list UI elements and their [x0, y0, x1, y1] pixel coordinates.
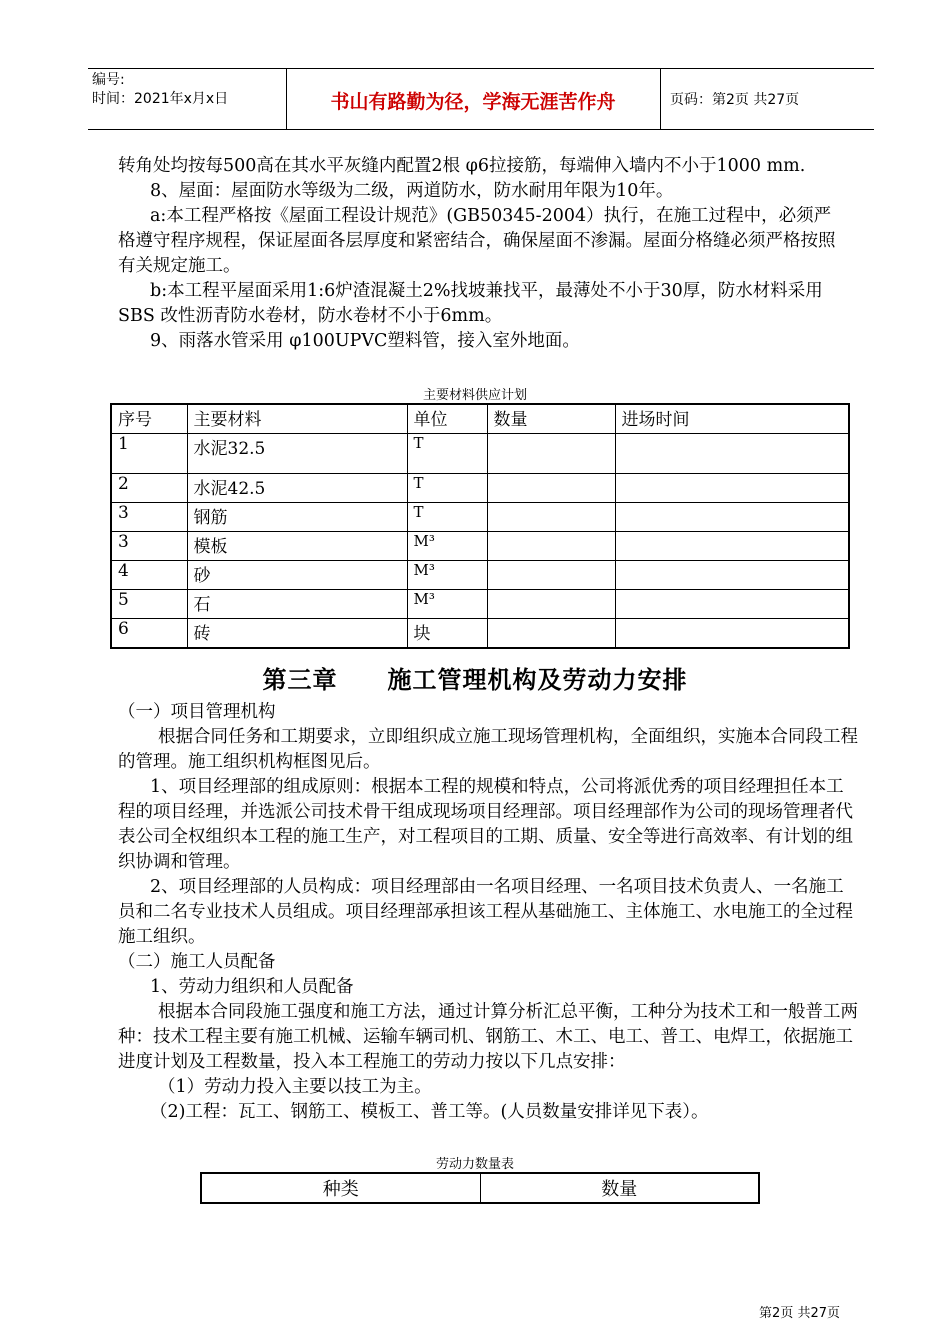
header-cell: 单位 [407, 404, 487, 434]
cell: 模板 [187, 532, 407, 561]
labor-table [200, 1172, 760, 1204]
paragraph: （1）劳动力投入主要以技工为主。 [158, 1077, 432, 1097]
doc-time: 时间：2021年x月x日 [92, 91, 229, 107]
header-cell: 数量 [480, 1173, 759, 1203]
cell [615, 532, 849, 561]
cell: 水泥42.5 [187, 474, 407, 503]
cell [615, 503, 849, 532]
cell [615, 619, 849, 649]
header-cell: 主要材料 [187, 404, 407, 434]
table-row [111, 434, 849, 474]
paragraph: 1、项目经理部的组成原则：根据本工程的规模和特点，公司将派优秀的项目经理担任本工程的项目经理，并选派公司技术骨干组成现场项目经理部。项目经理部作为公司的现场管理者代表公司全权组织本工程的施工生产，对工程项目的工期、质量、安全等进行高效率、有计划的组织协调和管理。 [118, 777, 853, 872]
header-divider [286, 69, 287, 129]
page-header [88, 68, 874, 130]
cell: 2 [111, 474, 187, 503]
header-divider [660, 69, 661, 129]
header-cell: 序号 [111, 404, 187, 434]
doc-code-label: 编号: [92, 72, 125, 88]
cell: 6 [111, 619, 187, 649]
cell [487, 590, 615, 619]
paragraph: （2)工程：瓦工、钢筋工、模板工、普工等。(人员数量安排详见下表）。 [150, 1102, 709, 1122]
paragraph: 8、屋面：屋面防水等级为二级，两道防水，防水耐用年限为10年。 [150, 181, 674, 201]
cell [487, 561, 615, 590]
cell: 4 [111, 561, 187, 590]
cell [487, 474, 615, 503]
cell: 3 [111, 532, 187, 561]
cell [615, 434, 849, 474]
cell: 3 [111, 503, 187, 532]
cell: 块 [407, 619, 487, 649]
body-top [118, 154, 848, 354]
paragraph: b:本工程平屋面采用1:6炉渣混凝土2%找坡兼找平，最薄处不小于30厚，防水材料采用SBS 改性沥青防水卷材，防水卷材不小于6mm。 [118, 281, 823, 326]
materials-table [110, 403, 850, 649]
cell: 5 [111, 590, 187, 619]
cell: 水泥32.5 [187, 434, 407, 474]
table-header-row [201, 1173, 759, 1203]
paragraph: a:本工程严格按《屋面工程设计规范》(GB50345-2004）执行，在施工过程中，必须严格遵守程序规程，保证屋面各层厚度和紧密结合，确保屋面不渗漏。屋面分格缝必须严格按照有关规定施工。 [118, 206, 836, 276]
cell [615, 561, 849, 590]
header-motto: 书山有路勤为径，学海无涯苦作舟 [330, 91, 616, 113]
cell: M³ [407, 590, 487, 619]
section-heading: （一）项目管理机构 [118, 702, 276, 722]
table-row [111, 503, 849, 532]
cell: 砖 [187, 619, 407, 649]
materials-table-caption: 主要材料供应计划 [422, 388, 527, 403]
cell: 砂 [187, 561, 407, 590]
table-header-row [111, 404, 849, 434]
table-row [111, 474, 849, 503]
cell: 钢筋 [187, 503, 407, 532]
paragraph: 1、劳动力组织和人员配备 [150, 977, 354, 997]
cell: M³ [407, 561, 487, 590]
header-meta [92, 71, 282, 109]
body-bottom [118, 700, 858, 1125]
cell: T [407, 474, 487, 503]
header-page-number: 页码：第2页 共27页 [670, 92, 800, 108]
cell [487, 619, 615, 649]
header-cell: 数量 [487, 404, 615, 434]
header-cell: 进场时间 [615, 404, 849, 434]
paragraph: 转角处均按每500高在其水平灰缝内配置2根 φ6拉接筋，每端伸入墙内不小于1000 mm. [118, 156, 806, 176]
cell [487, 532, 615, 561]
cell: 石 [187, 590, 407, 619]
paragraph: 根据本合同段施工强度和施工方法，通过计算分析汇总平衡，工种分为技术工和一般普工两种：技术工程主要有施工机械、运输车辆司机、钢筋工、木工、电工、普工、电焊工，依据施工进度计划及工程数量，投入本工程施工的劳动力按以下几点安排： [118, 1002, 858, 1072]
cell: T [407, 434, 487, 474]
labor-table-caption: 劳动力数量表 [435, 1157, 514, 1172]
chapter-title: 第三章 施工管理机构及劳动力安排 [262, 666, 688, 694]
cell [487, 503, 615, 532]
cell: M³ [407, 532, 487, 561]
header-cell: 种类 [201, 1173, 480, 1203]
cell [487, 434, 615, 474]
page-footer: 第2页 共27页 [759, 1306, 840, 1321]
cell [615, 590, 849, 619]
table-row [111, 619, 849, 649]
section-heading: （二）施工人员配备 [118, 952, 276, 972]
table-row [111, 561, 849, 590]
paragraph: 9、雨落水管采用 φ100UPVC塑料管，接入室外地面。 [150, 331, 580, 351]
paragraph: 根据合同任务和工期要求，立即组织成立施工现场管理机构，全面组织，实施本合同段工程的管理。施工组织机构框图见后。 [118, 727, 858, 772]
cell [615, 474, 849, 503]
cell: 1 [111, 434, 187, 474]
cell: T [407, 503, 487, 532]
table-row [111, 590, 849, 619]
table-row [111, 532, 849, 561]
paragraph: 2、项目经理部的人员构成：项目经理部由一名项目经理、一名项目技术负责人、一名施工员和二名专业技术人员组成。项目经理部承担该工程从基础施工、主体施工、水电施工的全过程施工组织。 [118, 877, 853, 947]
